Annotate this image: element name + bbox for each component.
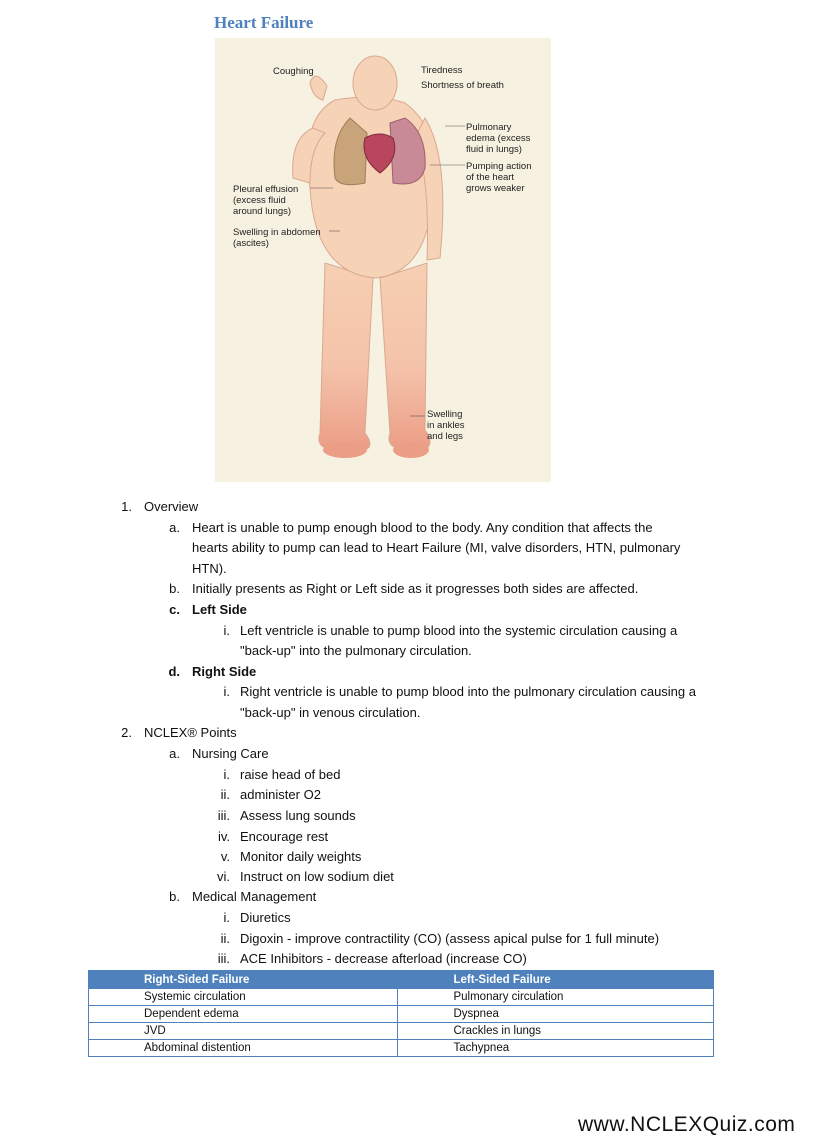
item-text: Initially presents as Right or Left side as it progresses both sides are affected. [192, 581, 639, 596]
item-text: hearts ability to pump can lead to Heart Failure (MI, valve disorders, HTN, pulmonary [192, 540, 681, 555]
table-cell: Crackles in lungs [398, 1023, 714, 1040]
comparison-table [88, 970, 714, 1057]
item-letter: a. [169, 520, 180, 535]
body-figure-illustration [215, 38, 551, 482]
label-swelling-abdomen: Swelling in abdomen (ascites) [233, 227, 321, 249]
item-roman: vi. [217, 869, 230, 884]
label-pleural-effusion: Pleural effusion (excess fluid around lungs) [233, 184, 299, 217]
table-cell: Tachypnea [398, 1040, 714, 1057]
list-item: Digoxin - improve contractility (CO) (assess apical pulse for 1 full minute) [240, 931, 660, 946]
item-letter: c. [169, 602, 180, 617]
section-nclex-points: NCLEX® Points [144, 725, 237, 740]
subheading-left-side: Left Side [192, 602, 247, 617]
column-header-left-sided: Left-Sided Failure [398, 971, 714, 989]
label-pumping-action: Pumping action of the heart grows weaker [466, 161, 532, 194]
list-item: Monitor daily weights [240, 849, 362, 864]
item-roman: i. [223, 910, 230, 925]
section-number: 1. [121, 499, 132, 514]
heart-failure-illustration [215, 38, 551, 482]
list-item: ACE Inhibitors - decrease afterload (increase CO) [240, 951, 527, 966]
item-roman: v. [220, 849, 230, 864]
list-item: raise head of bed [240, 767, 341, 782]
column-header-right-sided: Right-Sided Failure [89, 971, 398, 989]
table-cell: JVD [89, 1023, 398, 1040]
item-text: HTN). [192, 561, 227, 576]
section-overview: Overview [144, 499, 199, 514]
item-text: "back-up" into the pulmonary circulation. [240, 643, 472, 658]
item-text: "back-up" in venous circulation. [240, 705, 421, 720]
list-item: Diuretics [240, 910, 291, 925]
label-coughing: Coughing [273, 66, 314, 77]
list-item: administer O2 [240, 787, 321, 802]
item-roman: i. [223, 684, 230, 699]
item-roman: iv. [217, 829, 230, 844]
table-header-row [89, 971, 714, 989]
item-letter: b. [169, 889, 180, 904]
table-cell: Pulmonary circulation [398, 989, 714, 1006]
list-item: Assess lung sounds [240, 808, 356, 823]
table-row [89, 1040, 714, 1057]
label-pulmonary-edema: Pulmonary edema (excess fluid in lungs) [466, 122, 531, 155]
table-cell: Dyspnea [398, 1006, 714, 1023]
table-row [89, 1006, 714, 1023]
item-roman: iii. [217, 951, 230, 966]
list-item: Encourage rest [240, 829, 329, 844]
subheading-right-side: Right Side [192, 664, 257, 679]
section-number: 2. [121, 725, 132, 740]
item-letter: a. [169, 746, 180, 761]
table-cell: Dependent edema [89, 1006, 398, 1023]
subheading-nursing-care: Nursing Care [192, 746, 269, 761]
item-letter: b. [169, 581, 180, 596]
item-text: Left ventricle is unable to pump blood into the systemic circulation causing a [240, 623, 678, 638]
item-letter: d. [168, 664, 180, 679]
label-shortness-of-breath: Shortness of breath [421, 80, 504, 91]
footer-website: www.NCLEXQuiz.com [578, 1113, 796, 1136]
item-roman: iii. [217, 808, 230, 823]
item-text: Right ventricle is unable to pump blood into the pulmonary circulation causing a [240, 684, 696, 699]
list-item: Instruct on low sodium diet [240, 869, 394, 884]
page-title: Heart Failure [214, 13, 314, 32]
item-roman: ii. [220, 931, 230, 946]
table-row [89, 989, 714, 1006]
table-cell: Systemic circulation [89, 989, 398, 1006]
table-row [89, 1023, 714, 1040]
label-tiredness: Tiredness [421, 65, 463, 76]
item-roman: i. [223, 767, 230, 782]
label-swelling-ankles: Swelling in ankles and legs [427, 409, 465, 442]
table-cell: Abdominal distention [89, 1040, 398, 1057]
item-text: Heart is unable to pump enough blood to the body. Any condition that affects the [192, 520, 653, 535]
item-roman: i. [223, 623, 230, 638]
subheading-medical-management: Medical Management [192, 889, 317, 904]
item-roman: ii. [220, 787, 230, 802]
